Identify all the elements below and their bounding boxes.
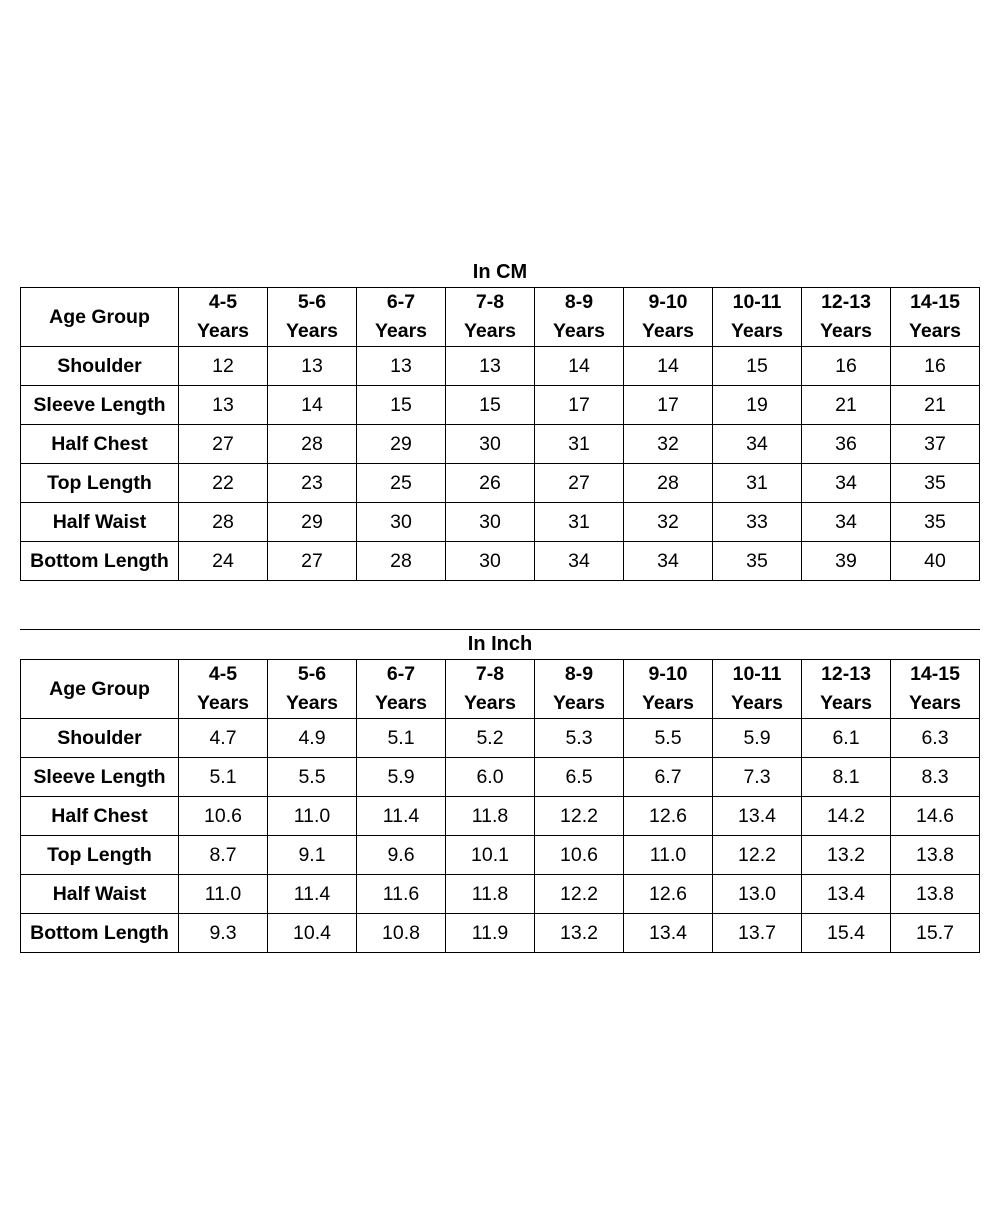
age-group-header: Age Group (21, 288, 179, 347)
measurement-value: 32 (624, 425, 713, 464)
age-unit-label: Years (463, 320, 517, 342)
table-row (21, 719, 980, 758)
age-range-label: 6-7 (386, 663, 416, 685)
measurement-value: 10.6 (179, 797, 268, 836)
table-row (21, 386, 980, 425)
measurement-value: 5.9 (357, 758, 446, 797)
inch-table-title: In Inch (467, 633, 533, 655)
measurement-value: 36 (802, 425, 891, 464)
measurement-value: 21 (891, 386, 980, 425)
measurement-value: 34 (713, 425, 802, 464)
measurement-value: 10.8 (357, 914, 446, 953)
measurement-value: 22 (179, 464, 268, 503)
measurement-label: Half Chest (21, 425, 179, 464)
measurement-value: 17 (624, 386, 713, 425)
measurement-value: 14 (535, 347, 624, 386)
measurement-value: 34 (802, 503, 891, 542)
measurement-value: 23 (268, 464, 357, 503)
age-unit-label: Years (819, 320, 873, 342)
measurement-value: 12.6 (624, 797, 713, 836)
measurement-value: 28 (268, 425, 357, 464)
measurement-value: 13 (357, 347, 446, 386)
age-column-header (179, 288, 268, 347)
age-unit-label: Years (196, 320, 250, 342)
table-row (21, 836, 980, 875)
measurement-value: 6.5 (535, 758, 624, 797)
measurement-value: 11.8 (446, 875, 535, 914)
measurement-value: 40 (891, 542, 980, 581)
age-unit-label: Years (374, 692, 428, 714)
measurement-label: Top Length (21, 464, 179, 503)
age-unit-label: Years (908, 320, 962, 342)
age-range-label: 12-13 (821, 291, 871, 313)
age-column-header (446, 288, 535, 347)
age-range-label: 10-11 (732, 663, 782, 685)
age-range-label: 8-9 (564, 291, 594, 313)
measurement-value: 6.1 (802, 719, 891, 758)
measurement-value: 14.2 (802, 797, 891, 836)
age-column-header (446, 660, 535, 719)
age-unit-label: Years (374, 320, 428, 342)
measurement-value: 9.3 (179, 914, 268, 953)
age-range-label: 5-6 (297, 663, 327, 685)
measurement-value: 34 (802, 464, 891, 503)
cm-size-table (20, 287, 980, 581)
measurement-value: 5.5 (268, 758, 357, 797)
measurement-value: 27 (179, 425, 268, 464)
measurement-value: 27 (268, 542, 357, 581)
age-unit-label: Years (285, 320, 339, 342)
measurement-value: 11.6 (357, 875, 446, 914)
measurement-value: 29 (357, 425, 446, 464)
age-range-label: 4-5 (208, 291, 238, 313)
age-range-label: 6-7 (386, 291, 416, 313)
age-unit-label: Years (552, 320, 606, 342)
measurement-value: 35 (891, 503, 980, 542)
age-column-header (357, 660, 446, 719)
measurement-value: 12.2 (535, 797, 624, 836)
measurement-value: 13.4 (624, 914, 713, 953)
measurement-value: 30 (446, 503, 535, 542)
age-range-label: 10-11 (732, 291, 782, 313)
age-range-label: 4-5 (208, 663, 238, 685)
age-unit-label: Years (730, 692, 784, 714)
measurement-value: 13.8 (891, 836, 980, 875)
table-header-row (21, 660, 980, 719)
measurement-value: 37 (891, 425, 980, 464)
measurement-value: 25 (357, 464, 446, 503)
measurement-value: 4.7 (179, 719, 268, 758)
table-row (21, 425, 980, 464)
measurement-value: 15.7 (891, 914, 980, 953)
measurement-value: 13.7 (713, 914, 802, 953)
age-unit-label: Years (819, 692, 873, 714)
measurement-value: 28 (624, 464, 713, 503)
measurement-value: 11.9 (446, 914, 535, 953)
age-column-header (713, 660, 802, 719)
measurement-value: 13.4 (713, 797, 802, 836)
measurement-value: 32 (624, 503, 713, 542)
measurement-value: 11.0 (624, 836, 713, 875)
measurement-value: 13.2 (535, 914, 624, 953)
measurement-label: Sleeve Length (21, 386, 179, 425)
section-divider (20, 629, 980, 630)
measurement-value: 29 (268, 503, 357, 542)
measurement-value: 14.6 (891, 797, 980, 836)
measurement-value: 11.0 (179, 875, 268, 914)
age-range-label: 12-13 (821, 663, 871, 685)
table-row (21, 347, 980, 386)
measurement-value: 5.1 (179, 758, 268, 797)
measurement-value: 21 (802, 386, 891, 425)
table-row (21, 797, 980, 836)
age-unit-label: Years (641, 320, 695, 342)
measurement-value: 35 (891, 464, 980, 503)
measurement-value: 11.0 (268, 797, 357, 836)
age-unit-label: Years (908, 692, 962, 714)
age-range-label: 9-10 (648, 663, 688, 685)
age-column-header (802, 288, 891, 347)
measurement-value: 5.3 (535, 719, 624, 758)
measurement-value: 15.4 (802, 914, 891, 953)
table-header-row (21, 288, 980, 347)
measurement-value: 13.2 (802, 836, 891, 875)
measurement-value: 26 (446, 464, 535, 503)
age-column-header (802, 660, 891, 719)
age-range-label: 14-15 (910, 663, 960, 685)
age-column-header (179, 660, 268, 719)
table-row (21, 464, 980, 503)
measurement-value: 12 (179, 347, 268, 386)
measurement-value: 35 (713, 542, 802, 581)
table-row (21, 503, 980, 542)
measurement-value: 16 (891, 347, 980, 386)
age-unit-label: Years (463, 692, 517, 714)
measurement-label: Top Length (21, 836, 179, 875)
measurement-value: 28 (357, 542, 446, 581)
measurement-value: 39 (802, 542, 891, 581)
measurement-value: 11.4 (268, 875, 357, 914)
measurement-value: 13.4 (802, 875, 891, 914)
age-column-header (891, 288, 980, 347)
age-range-label: 8-9 (564, 663, 594, 685)
age-column-header (535, 288, 624, 347)
age-range-label: 7-8 (475, 291, 505, 313)
measurement-value: 31 (535, 503, 624, 542)
measurement-value: 5.5 (624, 719, 713, 758)
measurement-value: 31 (535, 425, 624, 464)
measurement-value: 17 (535, 386, 624, 425)
measurement-value: 13 (179, 386, 268, 425)
measurement-value: 15 (713, 347, 802, 386)
measurement-value: 11.8 (446, 797, 535, 836)
age-range-label: 14-15 (910, 291, 960, 313)
measurement-value: 12.6 (624, 875, 713, 914)
measurement-value: 11.4 (357, 797, 446, 836)
measurement-value: 6.7 (624, 758, 713, 797)
measurement-label: Bottom Length (21, 542, 179, 581)
age-unit-label: Years (552, 692, 606, 714)
measurement-label: Half Chest (21, 797, 179, 836)
measurement-value: 9.1 (268, 836, 357, 875)
age-range-label: 7-8 (475, 663, 505, 685)
measurement-value: 34 (535, 542, 624, 581)
age-column-header (891, 660, 980, 719)
measurement-value: 7.3 (713, 758, 802, 797)
measurement-value: 33 (713, 503, 802, 542)
age-column-header (357, 288, 446, 347)
measurement-value: 6.3 (891, 719, 980, 758)
measurement-value: 5.9 (713, 719, 802, 758)
measurement-value: 13 (268, 347, 357, 386)
table-row (21, 914, 980, 953)
measurement-value: 30 (357, 503, 446, 542)
age-column-header (535, 660, 624, 719)
measurement-value: 10.6 (535, 836, 624, 875)
measurement-value: 15 (446, 386, 535, 425)
measurement-value: 14 (268, 386, 357, 425)
measurement-value: 14 (624, 347, 713, 386)
measurement-value: 28 (179, 503, 268, 542)
measurement-value: 30 (446, 425, 535, 464)
age-range-label: 9-10 (648, 291, 688, 313)
measurement-label: Half Waist (21, 503, 179, 542)
age-group-header: Age Group (21, 660, 179, 719)
age-column-header (624, 660, 713, 719)
measurement-value: 31 (713, 464, 802, 503)
measurement-value: 19 (713, 386, 802, 425)
measurement-value: 27 (535, 464, 624, 503)
measurement-value: 9.6 (357, 836, 446, 875)
inch-size-table (20, 659, 980, 953)
measurement-value: 10.4 (268, 914, 357, 953)
age-column-header (624, 288, 713, 347)
measurement-value: 5.1 (357, 719, 446, 758)
measurement-value: 13.8 (891, 875, 980, 914)
measurement-label: Bottom Length (21, 914, 179, 953)
measurement-value: 4.9 (268, 719, 357, 758)
age-unit-label: Years (196, 692, 250, 714)
measurement-value: 13 (446, 347, 535, 386)
measurement-value: 15 (357, 386, 446, 425)
measurement-label: Shoulder (21, 719, 179, 758)
measurement-label: Half Waist (21, 875, 179, 914)
measurement-value: 30 (446, 542, 535, 581)
age-column-header (268, 288, 357, 347)
table-row (21, 875, 980, 914)
measurement-label: Sleeve Length (21, 758, 179, 797)
measurement-value: 16 (802, 347, 891, 386)
table-row (21, 542, 980, 581)
measurement-label: Shoulder (21, 347, 179, 386)
measurement-value: 34 (624, 542, 713, 581)
measurement-value: 13.0 (713, 875, 802, 914)
measurement-value: 8.7 (179, 836, 268, 875)
measurement-value: 8.3 (891, 758, 980, 797)
age-column-header (268, 660, 357, 719)
measurement-value: 6.0 (446, 758, 535, 797)
measurement-value: 10.1 (446, 836, 535, 875)
measurement-value: 8.1 (802, 758, 891, 797)
measurement-value: 5.2 (446, 719, 535, 758)
age-unit-label: Years (730, 320, 784, 342)
age-unit-label: Years (641, 692, 695, 714)
measurement-value: 24 (179, 542, 268, 581)
measurement-value: 12.2 (713, 836, 802, 875)
cm-table-title: In CM (472, 261, 528, 283)
age-unit-label: Years (285, 692, 339, 714)
measurement-value: 12.2 (535, 875, 624, 914)
table-row (21, 758, 980, 797)
age-range-label: 5-6 (297, 291, 327, 313)
age-column-header (713, 288, 802, 347)
